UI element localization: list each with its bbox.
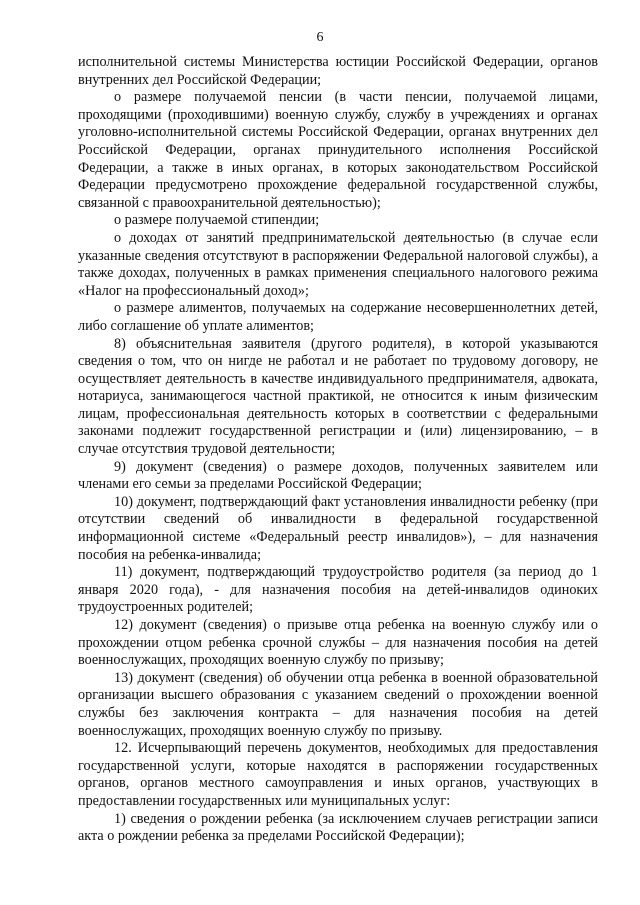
paragraph-item-11: 11) документ, подтверждающий трудоустройство родителя (за период до 1 января 2020 года), - для назначения пособия на детей-инвалидов одиноких трудоустроенных родителей; [78,564,598,616]
page-number: 6 [316,30,324,45]
paragraph-business-income: о доходах от занятий предпринимательской деятельностью (в случае если указанные сведения отсутствуют в распоряжении Федеральной налоговой службы), а также доходах, полученных в рамках применения специального налогового режима «Налог на профессиональный доход»; [78,229,598,299]
paragraph-pension: о размере получаемой пенсии (в части пенсии, получаемой лицами, проходящими (проходившими) военную службу, службу в учреждениях и органах уголовно-исполнительной системы Российской Федерации, органах внутренних дел Российской Федерации, органах принудительного исполнения Российской Федерации, а также в иных органах, в которых законодательством Российской Федерации предусмотрено прохождение федеральной государственной службы, связанной с правоохранительной деятельностью); [78,89,598,211]
paragraph-item-9: 9) документ (сведения) о размере доходов, полученных заявителем или членами его семьи за пределами Российской Федерации; [78,458,598,493]
paragraph-item-10: 10) документ, подтверждающий факт установления инвалидности ребенку (при отсутствии сведений об инвалидности в федеральной государственной информационной системе «Федеральный реестр инвалидов»), – для назначения пособия на ребенка-инвалида; [78,493,598,563]
paragraph-item-13: 13) документ (сведения) об обучении отца ребенка в военной образовательной организации высшего образования с указанием сведений о прохождении военной службы без заключения контракта – для назначения пособия на детей военнослужащих, проходящих военную службу по призыву. [78,669,598,739]
paragraph-item-8: 8) объяснительная заявителя (другого родителя), в которой указываются сведения о том, что он нигде не работал и не работает по трудовому договору, не осуществляет деятельность в качестве индивидуального предпринимателя, адвоката, нотариуса, занимающегося частной практикой, не относится к иным физическим лицам, профессиональная деятельность которых в соответствии с федеральными законами подлежит государственной регистрации и (или) лицензированию, – в случае отсутствия трудовой деятельности; [78,335,598,458]
document-body [78,54,598,846]
paragraph-item-12: 12) документ (сведения) о призыве отца ребенка на военную службу или о прохождении отцом ребенка срочной службы – для назначения пособия на детей военнослужащих, проходящих военную службу по призыву; [78,617,598,669]
paragraph-alimony: о размере алиментов, получаемых на содержание несовершеннолетних детей, либо соглашение об уплате алиментов; [78,300,598,334]
paragraph-stipend: о размере получаемой стипендии; [114,212,320,229]
paragraph-section-12: 12. Исчерпывающий перечень документов, необходимых для предоставления государственной услуги, которые находятся в распоряжении государственных органов, органов местного самоуправления и иных органов, участвующих в предоставлении государственных или муниципальных услуг: [78,740,598,809]
paragraph-continuation: исполнительной системы Министерства юстиции Российской Федерации, органов внутренних дел Российской Федерации; [78,54,598,88]
paragraph-section-12-item-1: 1) сведения о рождении ребенка (за исключением случаев регистрации записи акта о рождении ребенка за пределами Российской Федерации); [78,810,598,845]
